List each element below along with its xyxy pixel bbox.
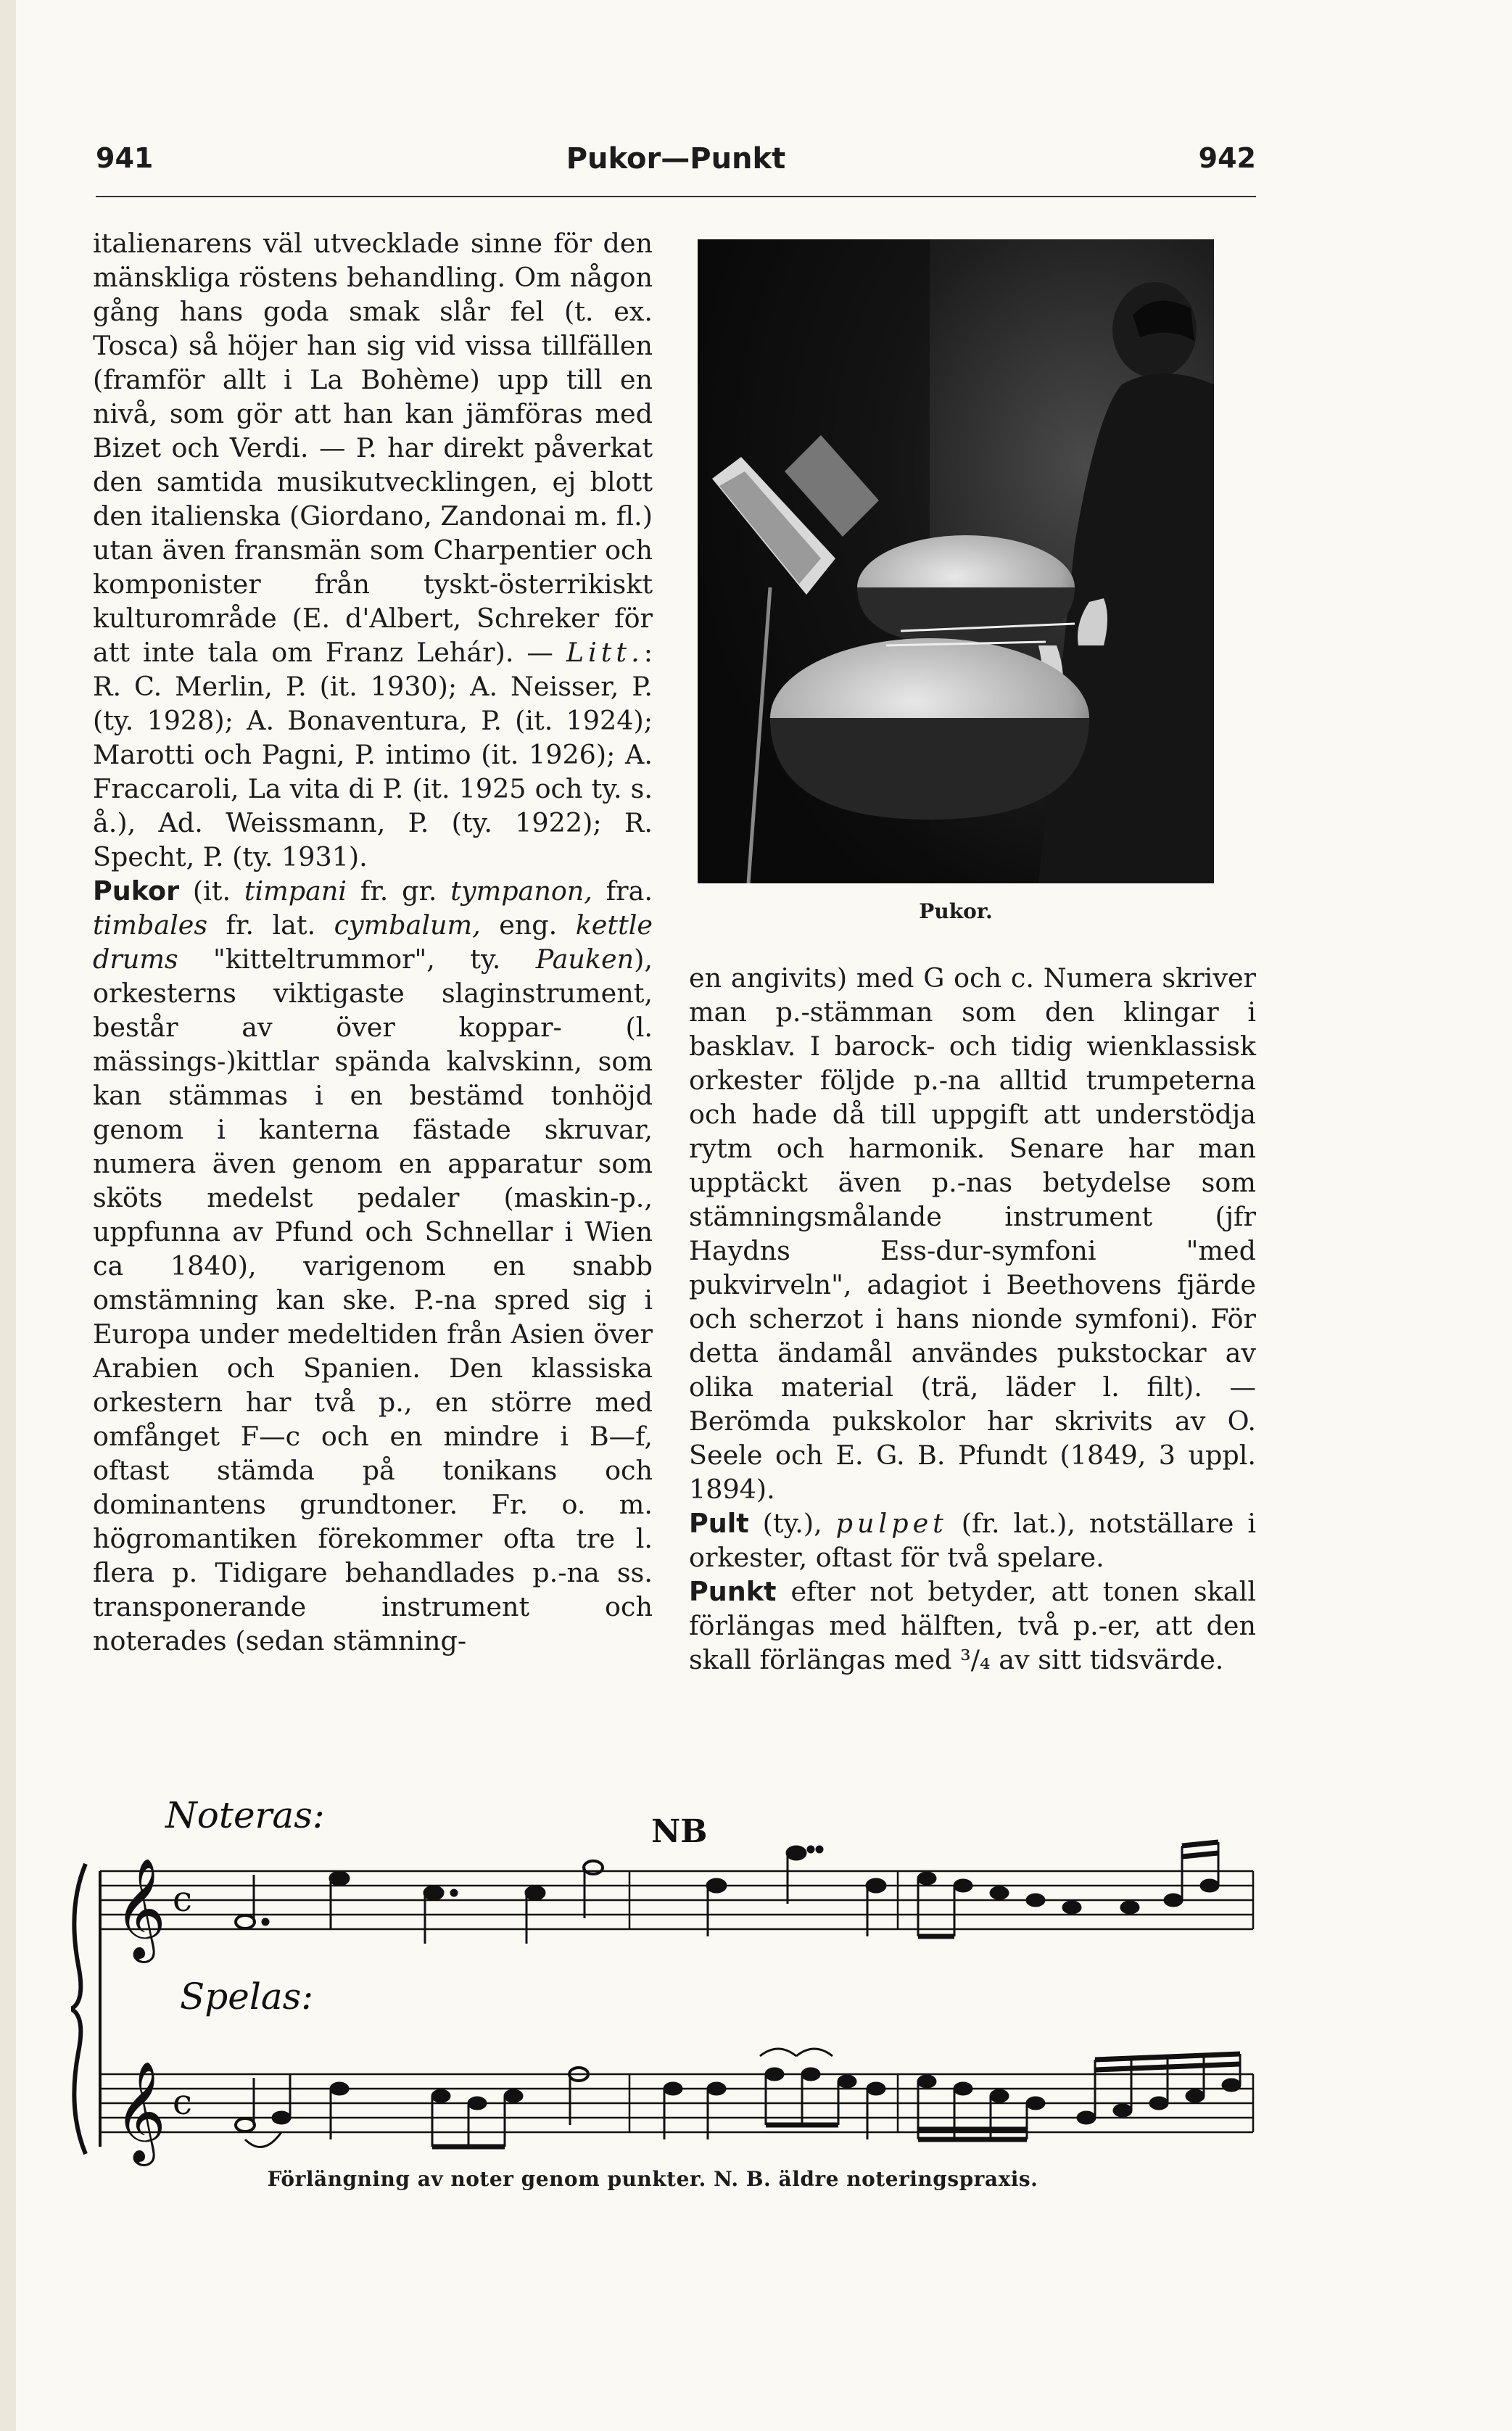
right-page-number: 942 [1198, 142, 1256, 174]
spelas-label: Spelas: [180, 1976, 314, 2018]
photo-caption: Pukor. [919, 899, 993, 923]
litt-label: Litt. [566, 637, 644, 668]
pult-headword: Pult [689, 1508, 749, 1539]
header-rule [96, 196, 1256, 197]
page-edge [0, 0, 16, 2431]
right-column [689, 961, 1256, 1677]
punkt-headword: Punkt [689, 1576, 777, 1607]
treble-clef-bottom: 𝄞 [115, 2061, 166, 2162]
timpani-photo [698, 239, 1214, 883]
running-header [96, 142, 1256, 186]
pukor-headword: Pukor [93, 875, 180, 907]
music-caption: Förlängning av noter genom punkter. N. B. äldre noteringspraxis. [267, 2167, 1038, 2191]
pult-entry: Pult (ty.), pulpet (fr. lat.), notställare i orkester, oftast för två spelare. [689, 1508, 1256, 1573]
puccini-paragraph: italienarens väl utvecklade sinne för den mänskliga röstens behandling. Om någon gång hans goda smak slår fel (t. ex. Tosca) så höjer han sig vid vissa tillfällen (framför allt i La Bohème) upp till en nivå, som gör att han kan jämföras med Bizet och Verdi. — P. har direkt påverkat den samtida musikutvecklingen, ej blott den italienska (Giordano, Zandonai m. fl.) utan även fransmän som Charpentier och komponister från tyskt-österrikiskt kulturområde (E. d'Albert, Schreker för att inte tala om Franz Lehár). — Litt.: R. C. Merlin, P. (it. 1930); A. Neisser, P. (ty. 1928); A. Bonaventura, P. (it. 1924); Marotti och Pagni, P. intimo (it. 1926); A. Fraccaroli, La vita di P. (it. 1925 och ty. s. å.), Ad. Weissmann, P. (ty. 1922); R. Specht, P. (ty. 1931). [93, 228, 653, 872]
left-page-number: 941 [96, 142, 154, 174]
staff-top [100, 1871, 1253, 1929]
noteras-label: Noteras: [165, 1794, 325, 1836]
time-sig-top: c [173, 1879, 192, 1920]
running-title: Pukor—Punkt [566, 142, 786, 176]
pukor-continuation: en angivits) med G och c. Numera skriver man p.-stämman som den klingar i basklav. I barock- och tidig wienklassisk orkester följde p.-na alltid trumpeterna och hade då till uppgift att understödja rytm och harmonik. Senare har man upptäckt även p.-nas betydelse som stämningsmålande instrument (jfr Haydns Ess-dur-symfoni "med pukvirveln", adagiot i Beethovens fjärde och scherzot i hans nionde symfoni). För detta ändamål användes pukstockar av olika material (trä, läder l. filt). — Berömda pukskolor har skrivits av O. Seele och E. G. B. Pfundt (1849, 3 uppl. 1894). [689, 962, 1256, 1505]
nb-label: NB [651, 1813, 708, 1850]
treble-clef-top: 𝄞 [115, 1858, 166, 1959]
left-column [93, 226, 653, 1658]
time-sig-bottom: c [173, 2082, 192, 2123]
music-example [71, 1777, 1275, 2183]
pukor-entry: Pukor (it. timpani fr. gr. tympanon, fra. timbales fr. lat. cymbalum, eng. kettle drums "kitteltrummor", ty. Pauken), orkesterns viktigaste slaginstrument, består av över koppar- (l. mässings-)kittlar spända kalvskinn, som kan stämmas i en bestämd tonhöjd genom i kanterna fästade skruvar, numera även genom en apparatur som sköts medelst pedaler (maskin-p., uppfunna av Pfund och Schnellar i Wien ca 1840), varigenom en snabb omstämning kan ske. P.-na spred sig i Europa under medeltiden från Asien över Arabien och Spanien. Den klassiska orkestern har två p., en större med omfånget F—c och en mindre i B—f, oftast stämda på tonikans och dominantens grundtoner. Fr. o. m. högromantiken förekommer ofta tre l. flera p. Tidigare behandlades p.-na ss. transponerande instrument och noterades (sedan stämning- [93, 875, 653, 1656]
punkt-entry: Punkt efter not betyder, att tonen skall förlängas med hälften, två p.-er, att den skall förlängas med ³/₄ av sitt tidsvärde. [689, 1576, 1256, 1675]
